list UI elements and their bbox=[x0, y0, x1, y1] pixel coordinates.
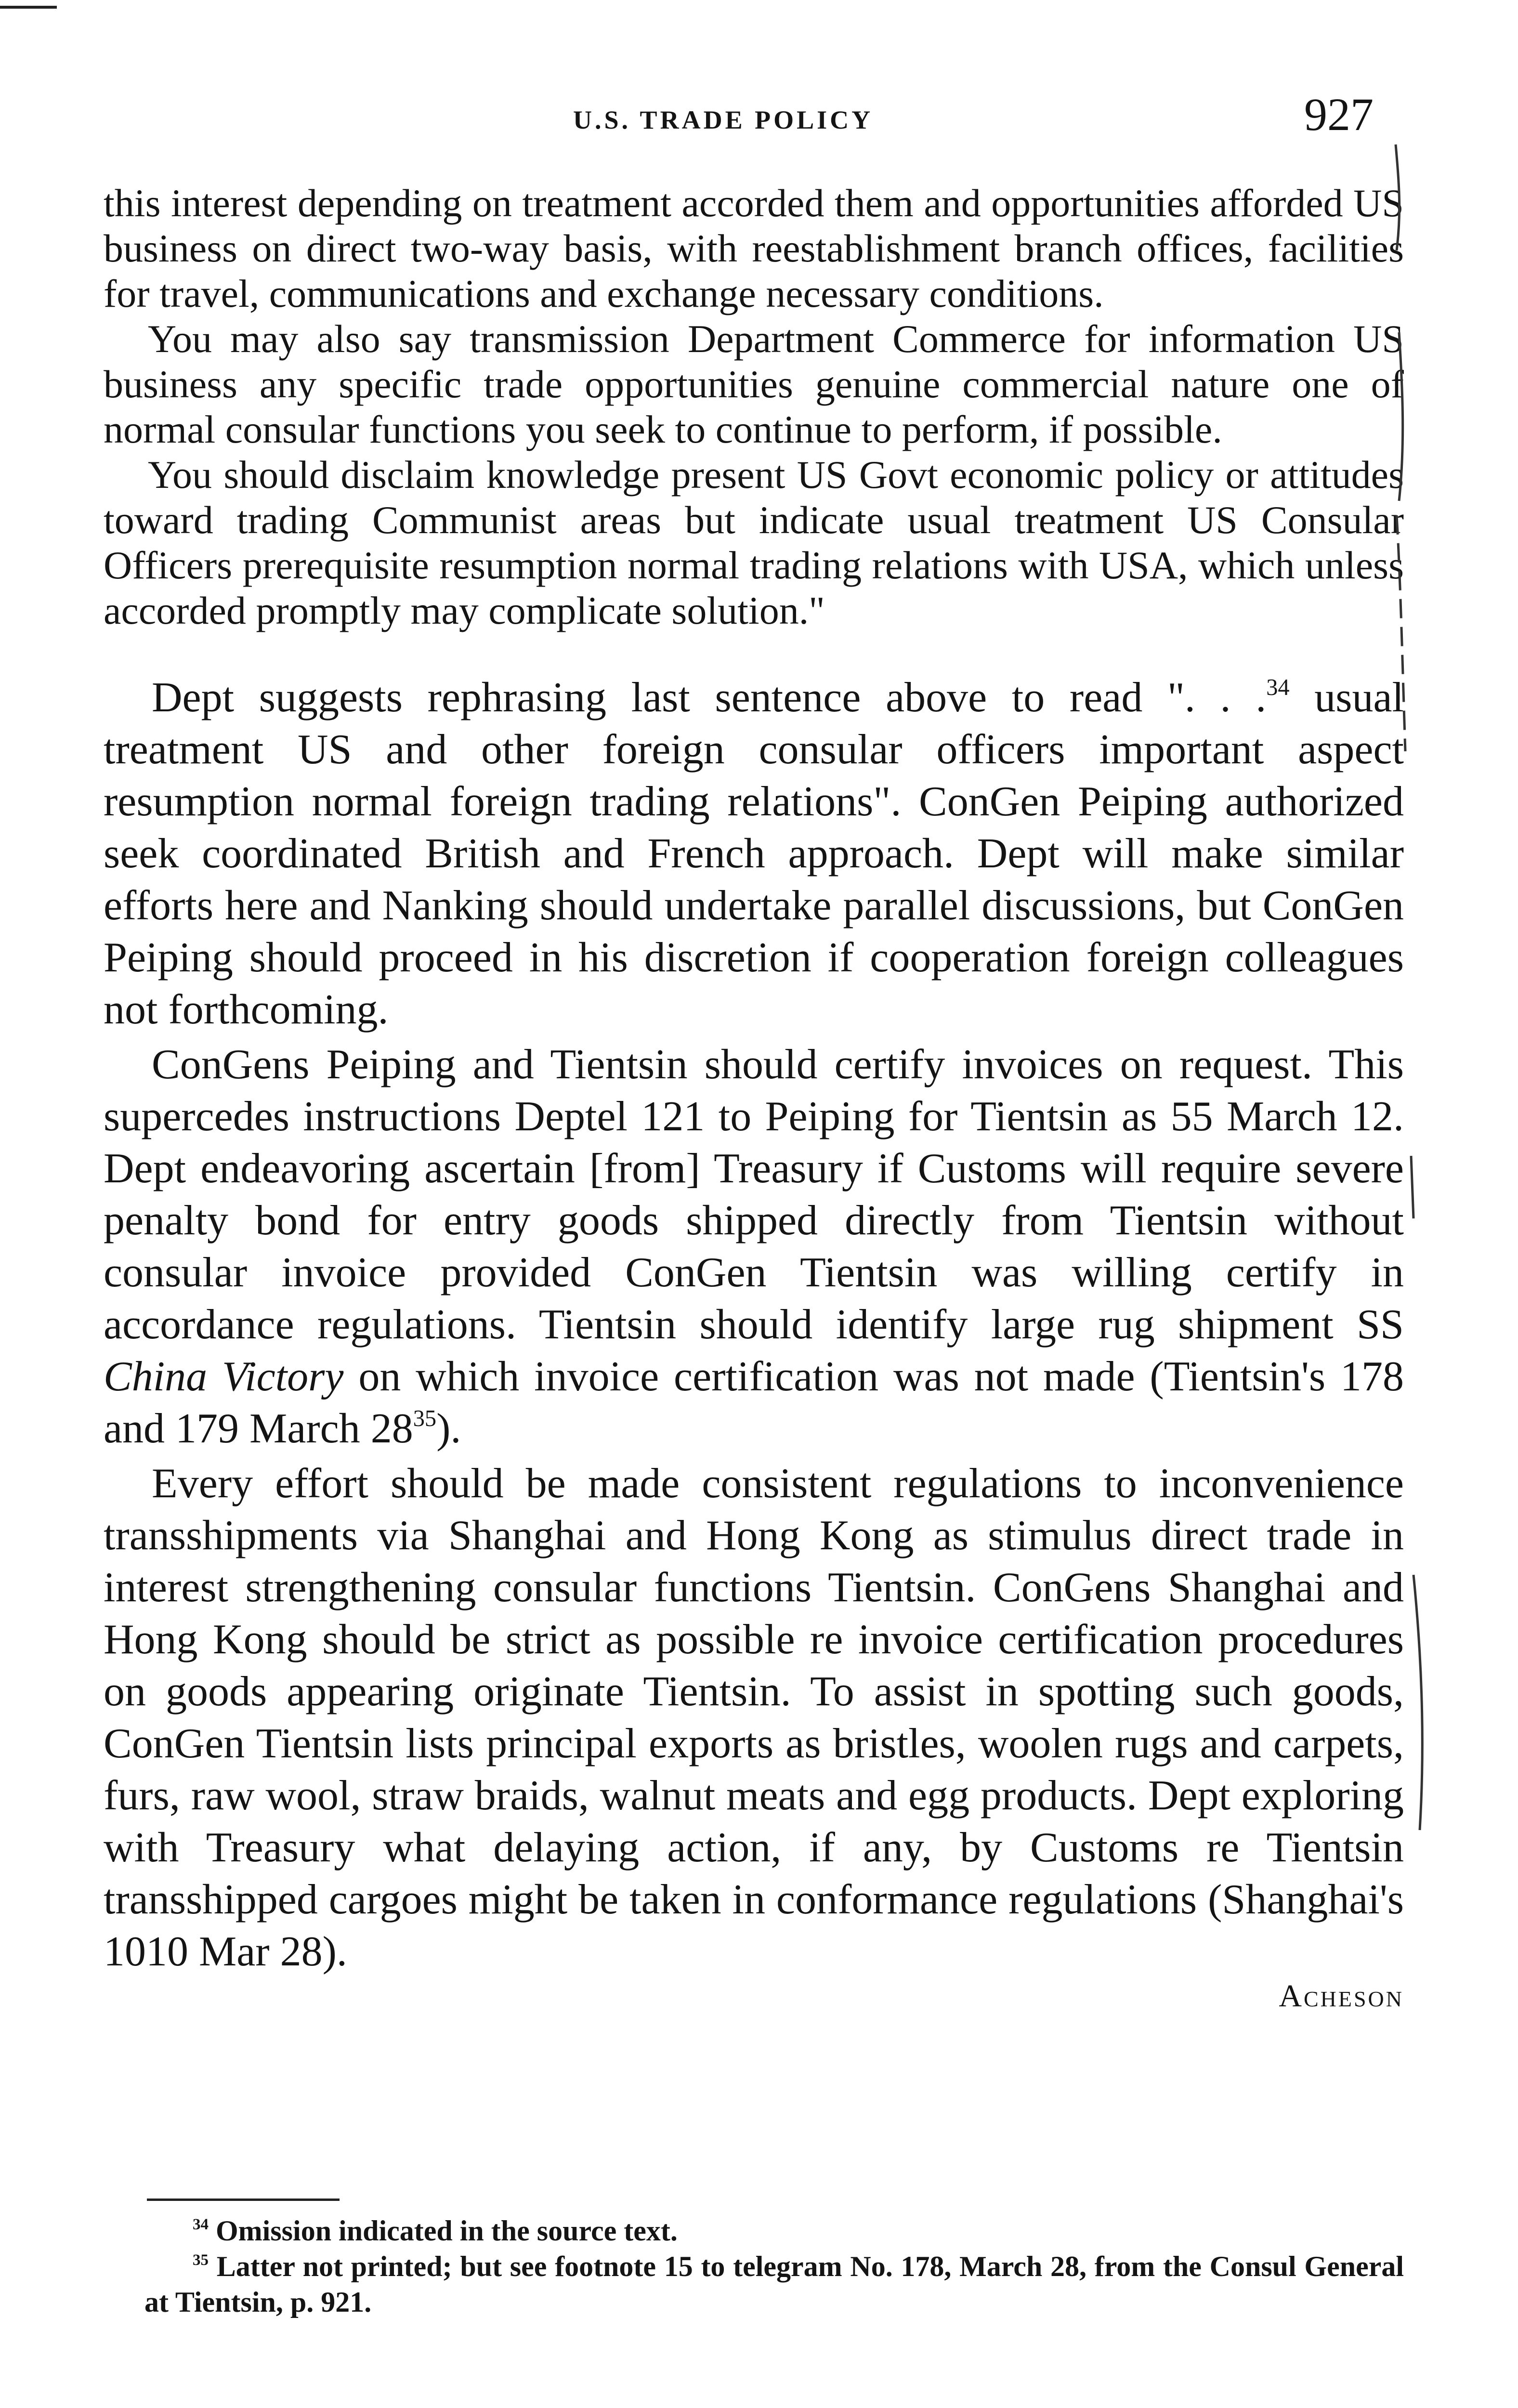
footnote-ref: 35 bbox=[413, 1406, 437, 1432]
quote-paragraph: this interest depending on treatment accorded them and opportunities afforded US business on direct two-way basis, with reestablishment branch offices, facilities for travel, communications and exchange necessary conditions. bbox=[104, 181, 1404, 315]
footnote bbox=[144, 2249, 1404, 2320]
paragraph-transshipments: Every effort should be made consistent regulations to inconvenience transshipments via Shanghai and Hong Kong as stimulus direct trade in interest strengthening consular functions Tientsin. ConGens Shanghai and Hong Kong should be strict as possible re invoice certification procedures on goods appearing originate Tientsin. To assist in spotting such goods, ConGen Tientsin lists principal exports as bristles, woolen rugs and carpets, furs, raw wool, straw braids, walnut meats and egg products. Dept exploring with Treasury what delaying action, if any, by Customs re Tientsin transshipped cargoes might be taken in conformance regulations (Shanghai's 1010 Mar 28). bbox=[104, 1460, 1404, 1975]
margin-line bbox=[1413, 1575, 1422, 1830]
page-header bbox=[0, 82, 1518, 154]
top-left-rule bbox=[0, 6, 57, 9]
ship-name: China Victory bbox=[104, 1353, 344, 1400]
paragraph-rephrasing bbox=[104, 672, 1404, 1036]
margin-line bbox=[1411, 1156, 1413, 1218]
quoted-telegram bbox=[104, 181, 1404, 633]
quote-paragraph: You may also say transmission Department Commerce for information US business any specific trade opportunities genuine commercial nature one of normal consular functions you seek to continue to perform, if possible. bbox=[104, 317, 1404, 451]
footnote bbox=[144, 2213, 1404, 2249]
paragraph-text: ). bbox=[436, 1405, 461, 1452]
footnotes bbox=[144, 2213, 1404, 2320]
running-head: U.S. TRADE POLICY bbox=[573, 105, 874, 134]
paragraph-text: usual treatment US and other foreign consular officers important aspect resumption normal foreign trading relations". ConGen Peiping authorized seek coordinated British and French approach. Dept will make similar efforts here and Nanking should undertake parallel discussions, but ConGen Peiping should proceed in his discretion if cooperation foreign colleagues not forthcoming. bbox=[104, 674, 1404, 1033]
paragraph-text: Dept suggests rephrasing last sentence above to read ". . . bbox=[152, 674, 1267, 721]
page-body bbox=[104, 181, 1404, 2015]
footnote-text: Latter not printed; but see footnote 15 to telegram No. 178, March 28, from the Consul General at Tientsin, p. 921. bbox=[144, 2251, 1404, 2318]
main-text bbox=[104, 672, 1404, 2015]
footnote-ref: 34 bbox=[1266, 675, 1290, 701]
signature: Acheson bbox=[1279, 1978, 1404, 2014]
paragraph-text: on which invoice certification was not made (Tientsin's 178 and 179 March 28 bbox=[104, 1353, 1404, 1452]
paragraph-text: ConGens Peiping and Tientsin should certify invoices on request. This supercedes instructions Deptel 121 to Peiping for Tientsin as 55 March 12. Dept endeavoring ascertain [from] Treasury if Customs will require severe penalty bond for entry goods shipped directly from Tientsin without consular invoice provided ConGen Tientsin was willing certify in accordance regulations. Tientsin should identify large rug shipment SS bbox=[104, 1041, 1404, 1348]
footnote-number: 34 bbox=[193, 2215, 209, 2233]
footnote-text: Omission indicated in the source text. bbox=[216, 2215, 678, 2247]
page-number: 927 bbox=[1304, 89, 1374, 140]
paragraph-invoices bbox=[104, 1039, 1404, 1455]
footnote-number: 35 bbox=[193, 2251, 209, 2269]
footnote-rule bbox=[147, 2199, 340, 2201]
quote-paragraph: You should disclaim knowledge present US Govt economic policy or attitudes toward trading Communist areas but indicate usual treatment US Consular Officers prerequisite resumption normal trading relations with USA, which unless accorded promptly may complicate solution." bbox=[104, 453, 1404, 632]
